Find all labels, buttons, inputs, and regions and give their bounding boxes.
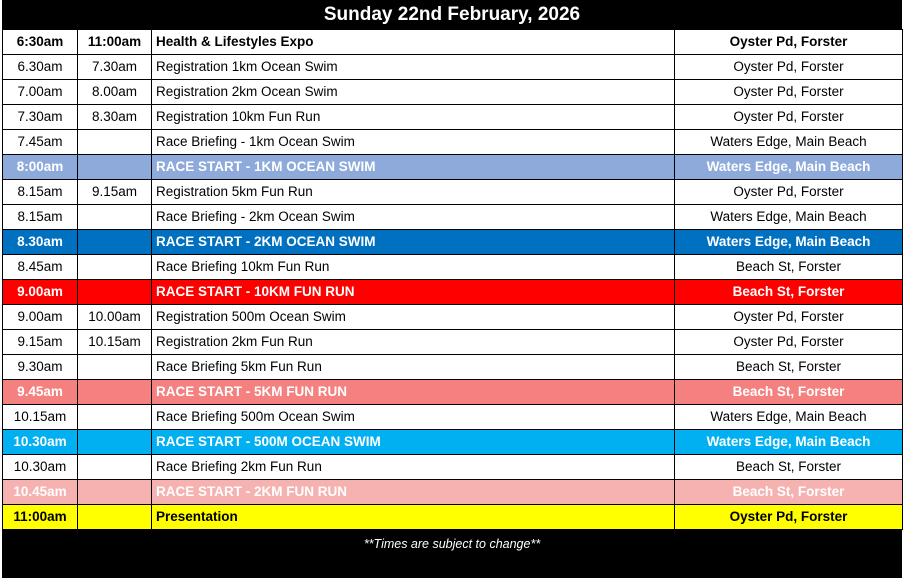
end-time-cell bbox=[78, 355, 152, 380]
event-cell: RACE START - 500M OCEAN SWIM bbox=[152, 430, 675, 455]
start-time-cell: 9.00am bbox=[3, 280, 78, 305]
start-time-cell: 8:00am bbox=[3, 155, 78, 180]
location-cell: Oyster Pd, Forster bbox=[675, 105, 903, 130]
location-cell: Waters Edge, Main Beach bbox=[675, 230, 903, 255]
event-cell: Race Briefing - 1km Ocean Swim bbox=[152, 130, 675, 155]
start-time-cell: 8.15am bbox=[3, 180, 78, 205]
end-time-cell bbox=[78, 130, 152, 155]
schedule-row bbox=[3, 355, 903, 380]
start-time-cell: 9.30am bbox=[3, 355, 78, 380]
end-time-cell bbox=[78, 455, 152, 480]
schedule-row bbox=[3, 205, 903, 230]
end-time-cell bbox=[78, 155, 152, 180]
end-time-cell: 10.00am bbox=[78, 305, 152, 330]
location-cell: Waters Edge, Main Beach bbox=[675, 430, 903, 455]
start-time-cell: 10.45am bbox=[3, 480, 78, 505]
schedule-title: Sunday 22nd February, 2026 bbox=[323, 4, 581, 25]
start-time-cell: 8.15am bbox=[3, 205, 78, 230]
event-cell: Registration 5km Fun Run bbox=[152, 180, 675, 205]
end-time-cell: 11:00am bbox=[78, 30, 152, 55]
schedule-row bbox=[3, 30, 903, 55]
event-cell: RACE START - 1KM OCEAN SWIM bbox=[152, 155, 675, 180]
event-cell: RACE START - 2KM FUN RUN bbox=[152, 480, 675, 505]
location-cell: Oyster Pd, Forster bbox=[675, 305, 903, 330]
event-cell: Registration 2km Fun Run bbox=[152, 330, 675, 355]
schedule-row bbox=[3, 480, 903, 505]
start-time-cell: 6.30am bbox=[3, 55, 78, 80]
event-cell: Registration 10km Fun Run bbox=[152, 105, 675, 130]
location-cell: Oyster Pd, Forster bbox=[675, 180, 903, 205]
event-cell: Registration 1km Ocean Swim bbox=[152, 55, 675, 80]
start-time-cell: 9.45am bbox=[3, 380, 78, 405]
schedule-row bbox=[3, 155, 903, 180]
event-cell: Health & Lifestyles Expo bbox=[152, 30, 675, 55]
schedule-row bbox=[3, 130, 903, 155]
event-cell: RACE START - 10KM FUN RUN bbox=[152, 280, 675, 305]
end-time-cell bbox=[78, 230, 152, 255]
event-cell: Presentation bbox=[152, 505, 675, 530]
end-time-cell: 10.15am bbox=[78, 330, 152, 355]
schedule-row bbox=[3, 330, 903, 355]
end-time-cell bbox=[78, 380, 152, 405]
end-time-cell bbox=[78, 430, 152, 455]
location-cell: Beach St, Forster bbox=[675, 480, 903, 505]
location-cell: Beach St, Forster bbox=[675, 255, 903, 280]
schedule-body bbox=[3, 30, 903, 530]
event-cell: Race Briefing 2km Fun Run bbox=[152, 455, 675, 480]
end-time-cell: 9.15am bbox=[78, 180, 152, 205]
end-time-cell: 8.30am bbox=[78, 105, 152, 130]
start-time-cell: 9.00am bbox=[3, 305, 78, 330]
schedule-row bbox=[3, 505, 903, 530]
schedule-row bbox=[3, 230, 903, 255]
schedule-row bbox=[3, 80, 903, 105]
end-time-cell bbox=[78, 255, 152, 280]
schedule-row bbox=[3, 405, 903, 430]
schedule-sheet bbox=[2, 0, 902, 578]
location-cell: Waters Edge, Main Beach bbox=[675, 155, 903, 180]
end-time-cell bbox=[78, 280, 152, 305]
start-time-cell: 8.30am bbox=[3, 230, 78, 255]
event-cell: Race Briefing 500m Ocean Swim bbox=[152, 405, 675, 430]
location-cell: Oyster Pd, Forster bbox=[675, 505, 903, 530]
schedule-footer-note: **Times are subject to change** bbox=[363, 537, 541, 551]
location-cell: Waters Edge, Main Beach bbox=[675, 205, 903, 230]
event-cell: Race Briefing 5km Fun Run bbox=[152, 355, 675, 380]
location-cell: Oyster Pd, Forster bbox=[675, 330, 903, 355]
start-time-cell: 10.30am bbox=[3, 430, 78, 455]
schedule-row bbox=[3, 305, 903, 330]
schedule-row bbox=[3, 255, 903, 280]
end-time-cell bbox=[78, 405, 152, 430]
event-cell: Race Briefing - 2km Ocean Swim bbox=[152, 205, 675, 230]
start-time-cell: 11:00am bbox=[3, 505, 78, 530]
event-cell: RACE START - 5KM FUN RUN bbox=[152, 380, 675, 405]
location-cell: Oyster Pd, Forster bbox=[675, 55, 903, 80]
schedule-row bbox=[3, 180, 903, 205]
start-time-cell: 7.45am bbox=[3, 130, 78, 155]
end-time-cell bbox=[78, 205, 152, 230]
event-cell: Registration 500m Ocean Swim bbox=[152, 305, 675, 330]
end-time-cell: 8.00am bbox=[78, 80, 152, 105]
schedule-row bbox=[3, 455, 903, 480]
location-cell: Oyster Pd, Forster bbox=[675, 30, 903, 55]
location-cell: Waters Edge, Main Beach bbox=[675, 130, 903, 155]
start-time-cell: 8.45am bbox=[3, 255, 78, 280]
end-time-cell bbox=[78, 505, 152, 530]
end-time-cell bbox=[78, 480, 152, 505]
end-time-cell: 7.30am bbox=[78, 55, 152, 80]
event-cell: Race Briefing 10km Fun Run bbox=[152, 255, 675, 280]
start-time-cell: 6:30am bbox=[3, 30, 78, 55]
event-cell: Registration 2km Ocean Swim bbox=[152, 80, 675, 105]
schedule-row bbox=[3, 380, 903, 405]
schedule-row bbox=[3, 105, 903, 130]
start-time-cell: 7.00am bbox=[3, 80, 78, 105]
schedule-row bbox=[3, 55, 903, 80]
start-time-cell: 9.15am bbox=[3, 330, 78, 355]
location-cell: Beach St, Forster bbox=[675, 355, 903, 380]
schedule-table bbox=[2, 29, 903, 530]
start-time-cell: 10.30am bbox=[3, 455, 78, 480]
location-cell: Waters Edge, Main Beach bbox=[675, 405, 903, 430]
location-cell: Oyster Pd, Forster bbox=[675, 80, 903, 105]
location-cell: Beach St, Forster bbox=[675, 280, 903, 305]
schedule-row bbox=[3, 280, 903, 305]
event-cell: RACE START - 2KM OCEAN SWIM bbox=[152, 230, 675, 255]
location-cell: Beach St, Forster bbox=[675, 380, 903, 405]
start-time-cell: 7.30am bbox=[3, 105, 78, 130]
schedule-row bbox=[3, 430, 903, 455]
start-time-cell: 10.15am bbox=[3, 405, 78, 430]
location-cell: Beach St, Forster bbox=[675, 455, 903, 480]
